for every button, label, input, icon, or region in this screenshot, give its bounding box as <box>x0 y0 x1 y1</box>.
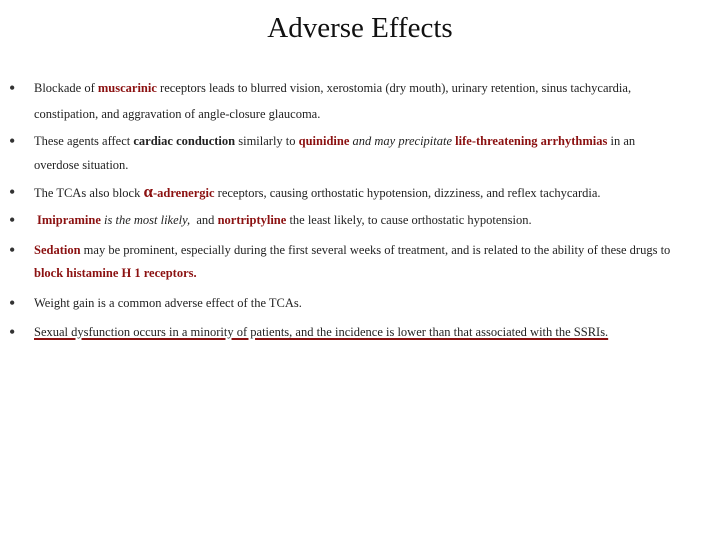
item-7-line-1 <box>34 324 608 340</box>
item-3-text: receptors, causing orthostatic hypotension, dizziness, and reflex tachycardia. <box>214 186 601 200</box>
item-4-italic-text: is the most likely, <box>100 213 191 227</box>
item-2-italic-text: and may precipitate <box>349 134 456 148</box>
item-4-line-1 <box>37 212 532 228</box>
bullet-icon: • <box>9 322 16 342</box>
item-1-text: receptors leads to blurred vision, xerostomia (dry mouth), urinary retention, sinus tachycardia, <box>156 81 632 95</box>
item-2-text: in an <box>607 134 636 148</box>
item-4-text: the least likely, to cause orthostatic hypotension. <box>286 213 532 227</box>
bullet-icon: • <box>9 240 16 260</box>
item-2-text: similarly to <box>235 134 299 148</box>
bullet-icon: • <box>9 78 16 98</box>
item-7-underlined-text: Sexual dysfunction occurs in a minority of patients, and the incidence is lower than that associated with the SSRIs. <box>34 325 609 339</box>
item-1-line-2: constipation, and aggravation of angle-closure glaucoma. <box>34 107 321 121</box>
item-1-highlight-muscarinic: muscarinic <box>97 81 157 95</box>
item-2-highlight-arrhythmias: life-threatening arrhythmias <box>455 134 608 148</box>
item-2-bold-cardiac-conduction: cardiac conduction <box>133 134 236 148</box>
item-5-highlight-sedation: Sedation <box>34 243 81 257</box>
item-2-line-1 <box>34 133 635 149</box>
alpha-symbol: α <box>143 182 153 201</box>
item-3-text: The TCAs also block <box>34 186 144 200</box>
item-5-text: may be prominent, especially during the first several weeks of treatment, and is related to the ability of these drugs to <box>80 243 671 257</box>
bullet-icon: • <box>9 131 16 151</box>
item-3-line-1 <box>34 184 601 201</box>
bullet-icon: • <box>9 182 16 202</box>
item-4-text: and <box>190 213 218 227</box>
item-3-highlight-adrenergic: -adrenergic <box>152 186 215 200</box>
slide-title: Adverse Effects <box>267 12 453 44</box>
item-5-line-2 <box>34 265 197 281</box>
item-2-highlight-quinidine: quinidine <box>298 134 350 148</box>
bullet-icon: • <box>9 293 16 313</box>
item-1-text: Blockade of <box>34 81 98 95</box>
bullet-icon: • <box>9 210 16 230</box>
item-5-highlight-histamine: block histamine H 1 receptors. <box>34 266 197 280</box>
item-5-line-1 <box>34 242 670 258</box>
item-6-line-1: Weight gain is a common adverse effect of the TCAs. <box>34 296 302 310</box>
item-2-line-2: overdose situation. <box>34 158 129 172</box>
item-2-text: These agents affect <box>34 134 134 148</box>
item-4-highlight-nortriptyline: nortriptyline <box>217 213 287 227</box>
item-4-highlight-imipramine: Imipramine <box>37 213 101 227</box>
item-1-line-1 <box>34 80 631 96</box>
